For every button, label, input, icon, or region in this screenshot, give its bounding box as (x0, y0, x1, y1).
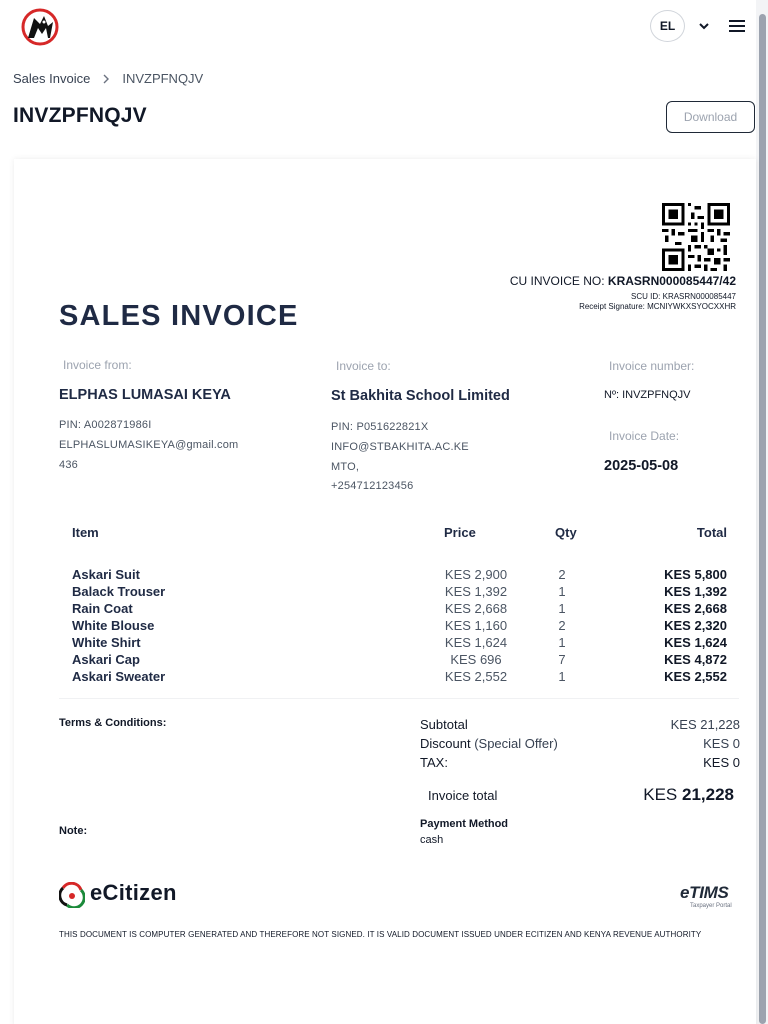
invoice-total-currency: KES (643, 785, 678, 804)
discount-note: (Special Offer) (474, 736, 558, 751)
etims-subtitle: Taxpayer Portal (690, 903, 732, 909)
discount-label (420, 736, 558, 751)
cu-invoice-value: KRASRN000085447/42 (607, 274, 736, 288)
buyer-name: St Bakhita School Limited (331, 388, 510, 404)
item-qty: 7 (558, 652, 566, 667)
item-qty: 1 (558, 669, 566, 684)
invoice-number-label: Invoice number: (609, 359, 695, 373)
terms-label: Terms & Conditions: (59, 717, 167, 729)
table-row (0, 635, 768, 652)
receipt-signature: Receipt Signature: MCNIYWKXSYOCXXHR (579, 302, 736, 311)
item-total: KES 2,320 (664, 618, 727, 633)
seller-address: 436 (59, 459, 78, 471)
item-name: Balack Trouser (72, 584, 166, 599)
seller-name: ELPHAS LUMASAI KEYA (59, 387, 231, 403)
item-total: KES 4,872 (664, 652, 727, 667)
breadcrumb-current: INVZPFNQJV (122, 71, 204, 86)
invoice-date-label: Invoice Date: (609, 429, 680, 443)
payment-method-value: cash (420, 834, 444, 846)
item-qty: 2 (558, 567, 566, 582)
tax-value: KES 0 (703, 755, 740, 770)
ecitizen-logo-icon (59, 882, 85, 908)
item-price: KES 2,552 (444, 669, 508, 684)
breadcrumb (13, 71, 203, 86)
subtotal-label: Subtotal (420, 717, 468, 732)
invoice-to-label: Invoice to: (336, 359, 391, 373)
table-row (0, 601, 768, 618)
table-row (0, 567, 768, 584)
item-name: Rain Coat (72, 601, 133, 616)
subtotal-value: KES 21,228 (670, 717, 740, 732)
invoice-total-label: Invoice total (428, 788, 498, 803)
item-name: White Shirt (72, 635, 141, 650)
column-header-total: Total (696, 525, 727, 540)
item-price: KES 2,668 (444, 601, 508, 616)
buyer-phone: +254712123456 (331, 480, 414, 492)
invoice-total-amount: 21,228 (682, 785, 734, 804)
table-row (0, 652, 768, 669)
column-header-item: Item (72, 525, 99, 540)
chevron-down-icon[interactable] (697, 20, 711, 32)
item-name: White Blouse (72, 618, 155, 633)
invoice-heading: SALES INVOICE (59, 300, 299, 332)
discount-label-text: Discount (420, 736, 471, 751)
download-button[interactable]: Download (666, 101, 755, 133)
item-price: KES 2,900 (444, 567, 508, 582)
table-row (0, 584, 768, 601)
item-total: KES 2,552 (664, 669, 727, 684)
buyer-city: MTO, (331, 461, 360, 473)
top-bar (0, 0, 756, 56)
qr-code-icon (660, 203, 732, 271)
item-name: Askari Cap (72, 652, 140, 667)
column-header-qty: Qty (555, 525, 577, 540)
invoice-number: Nº: INVZPFNQJV (604, 389, 691, 401)
item-name: Askari Sweater (72, 669, 166, 684)
scu-id: SCU ID: KRASRN000085447 (631, 292, 736, 301)
table-divider (59, 698, 739, 699)
disclaimer-text: THIS DOCUMENT IS COMPUTER GENERATED AND THEREFORE NOT SIGNED. IT IS VALID DOCUMENT ISSUED UNDER ECITIZEN AND KENYA REVENUE AUTHORITY (59, 930, 702, 939)
item-price: KES 696 (450, 652, 502, 667)
item-price: KES 1,160 (444, 618, 508, 633)
cu-invoice-label: CU INVOICE NO: (509, 274, 605, 288)
table-row (0, 669, 768, 686)
note-label: Note: (59, 825, 88, 837)
table-row (0, 618, 768, 635)
lion-logo-icon[interactable] (20, 8, 60, 46)
item-qty: 1 (558, 584, 566, 599)
tax-label: TAX: (420, 755, 448, 770)
item-price: KES 1,392 (444, 584, 508, 599)
column-header-price: Price (444, 525, 476, 540)
discount-value: KES 0 (703, 736, 740, 751)
chevron-right-icon (102, 74, 110, 84)
payment-method-label: Payment Method (420, 818, 509, 830)
seller-email: ELPHASLUMASIKEYA@gmail.com (59, 439, 239, 451)
item-total: KES 1,624 (664, 635, 727, 650)
breadcrumb-sales-invoice[interactable]: Sales Invoice (13, 71, 91, 86)
invoice-total-value (643, 785, 734, 805)
item-name: Askari Suit (72, 567, 140, 582)
hamburger-menu-icon[interactable] (728, 17, 746, 35)
item-total: KES 2,668 (664, 601, 727, 616)
cu-invoice-number (510, 274, 736, 288)
invoice-from-label: Invoice from: (63, 358, 132, 372)
item-qty: 1 (558, 635, 566, 650)
item-qty: 1 (558, 601, 566, 616)
user-avatar[interactable]: EL (650, 10, 685, 42)
etims-wordmark: eTIMS (680, 883, 729, 902)
item-qty: 2 (558, 618, 566, 633)
ecitizen-wordmark: eCitizen (90, 880, 177, 905)
item-total: KES 5,800 (664, 567, 727, 582)
seller-pin: PIN: A002871986I (59, 419, 152, 431)
buyer-pin: PIN: P051622821X (331, 421, 429, 433)
item-price: KES 1,624 (444, 635, 508, 650)
page-title: INVZPFNQJV (13, 104, 147, 127)
item-total: KES 1,392 (664, 584, 727, 599)
buyer-email: INFO@STBAKHITA.AC.KE (331, 441, 469, 453)
scrollbar-thumb[interactable] (759, 14, 766, 1024)
invoice-date: 2025-05-08 (604, 458, 679, 474)
